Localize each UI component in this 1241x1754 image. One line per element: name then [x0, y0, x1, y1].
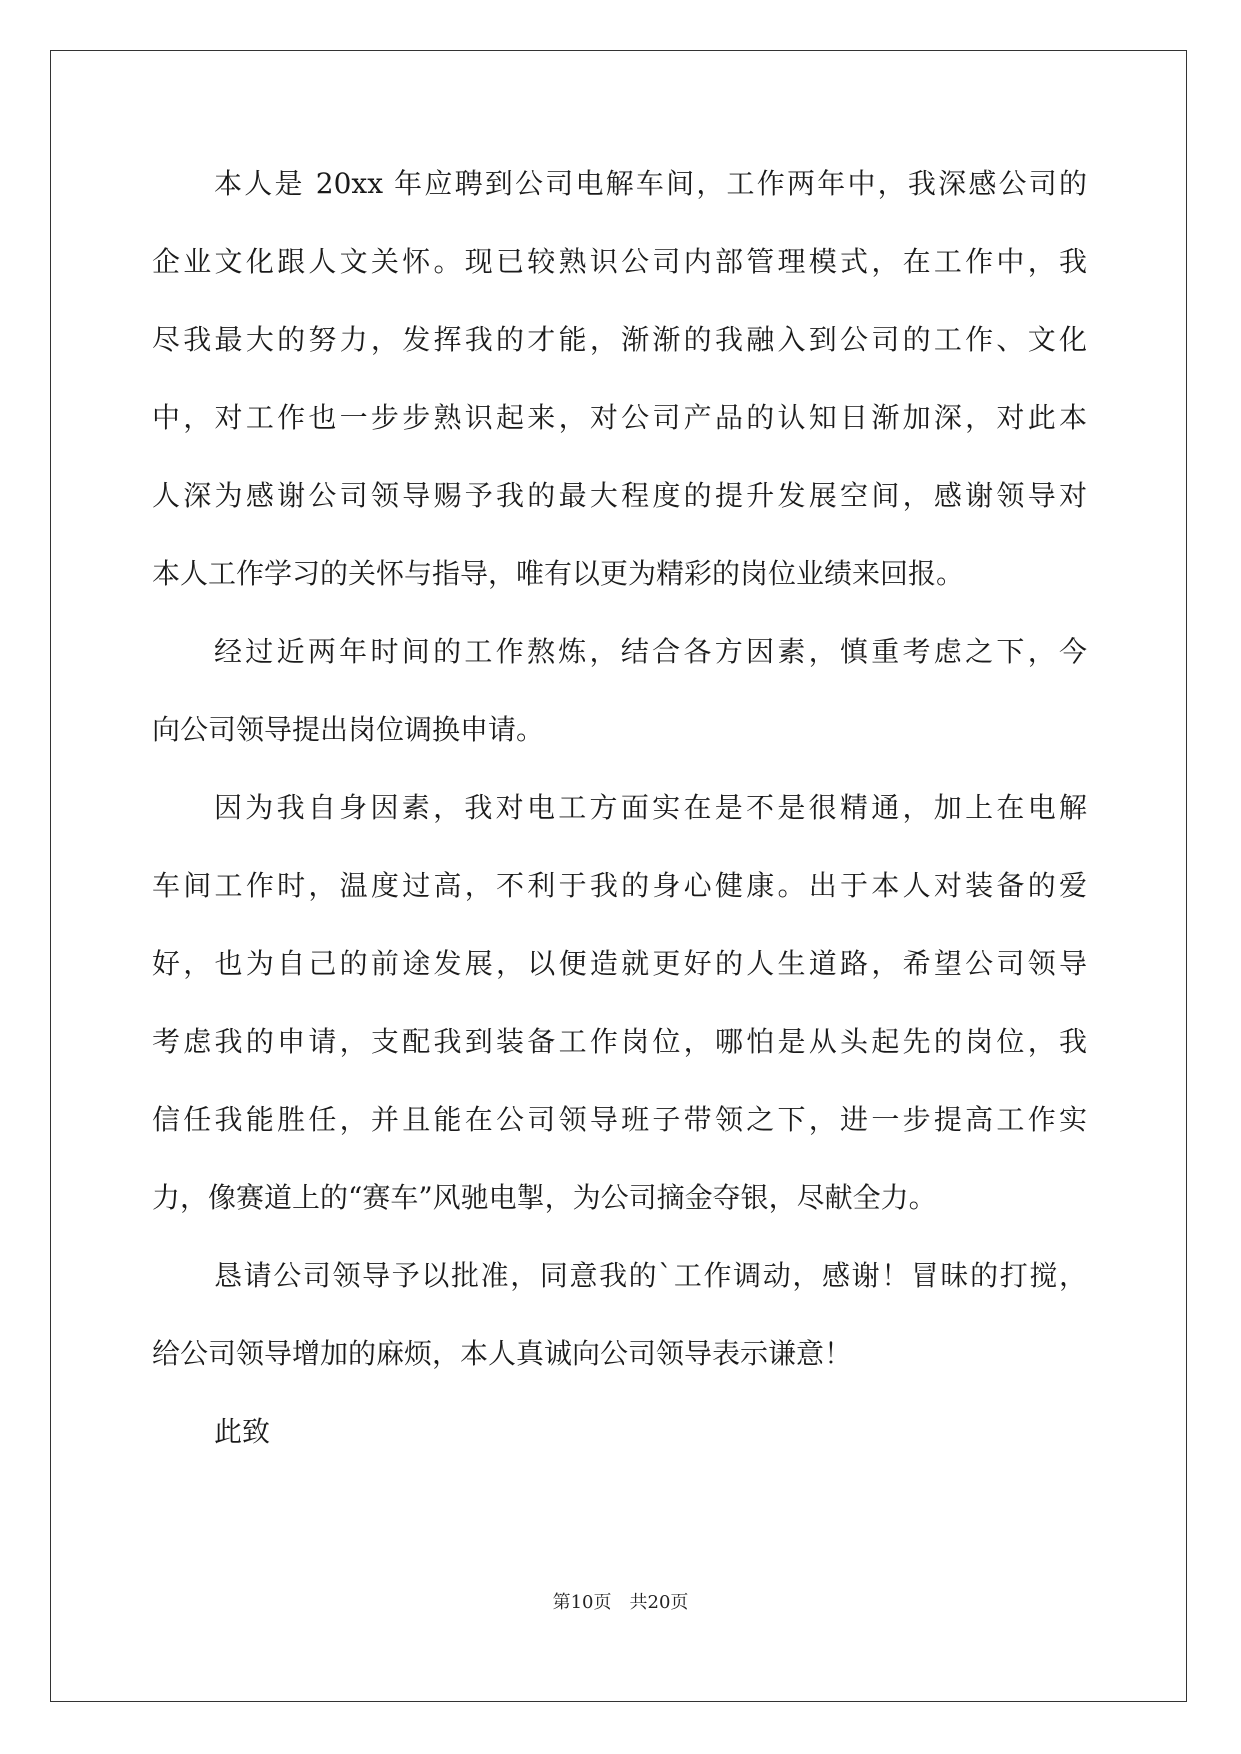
- paragraph-1-line-1: 本人是 20xx 年应聘到公司电解车间，工作两年中，我深感公司的: [214, 167, 1087, 200]
- paragraph-4-line-2: 给公司领导增加的麻烦，本人真诚向公司领导表示谦意！: [152, 1337, 853, 1370]
- paragraph-4-line-1: 恳请公司领导予以批准，同意我的`工作调动，感谢！冒昧的打搅，: [214, 1259, 1087, 1292]
- paragraph-3-line-4: 考虑我的申请，支配我到装备工作岗位，哪怕是从头起先的岗位，我: [152, 1025, 1087, 1058]
- paragraph-1-line-5: 人深为感谢公司领导赐予我的最大程度的提升发展空间，感谢领导对: [152, 479, 1087, 512]
- document-body: [152, 156, 1087, 1482]
- paragraph-3-line-6: 力，像赛道上的“赛车”风驰电掣，为公司摘金夺银，尽献全力。: [152, 1181, 937, 1214]
- paragraph-3-line-3: 好，也为自己的前途发展，以便造就更好的人生道路，希望公司领导: [152, 947, 1087, 980]
- page-number-footer: 第10页 共20页: [552, 1592, 689, 1613]
- paragraph-3-line-1: 因为我自身因素，我对电工方面实在是不是很精通，加上在电解: [214, 791, 1087, 824]
- paragraph-1-line-2: 企业文化跟人文关怀。现已较熟识公司内部管理模式，在工作中，我: [152, 245, 1087, 278]
- paragraph-1-line-6: 本人工作学习的关怀与指导，唯有以更为精彩的岗位业绩来回报。: [152, 557, 965, 590]
- paragraph-2-line-2: 向公司领导提出岗位调换申请。: [152, 713, 545, 746]
- paragraph-2-line-1: 经过近两年时间的工作熬炼，结合各方因素，慎重考虑之下，今: [214, 635, 1087, 668]
- paragraph-3-line-5: 信任我能胜任，并且能在公司领导班子带领之下，进一步提高工作实: [152, 1103, 1087, 1136]
- closing-salutation: 此致: [214, 1415, 271, 1448]
- paragraph-1-line-3: 尽我最大的努力，发挥我的才能，渐渐的我融入到公司的工作、文化: [152, 323, 1087, 356]
- paragraph-3-line-2: 车间工作时，温度过高，不利于我的身心健康。出于本人对装备的爱: [152, 869, 1087, 902]
- paragraph-1-line-4: 中，对工作也一步步熟识起来，对公司产品的认知日渐加深，对此本: [152, 401, 1087, 434]
